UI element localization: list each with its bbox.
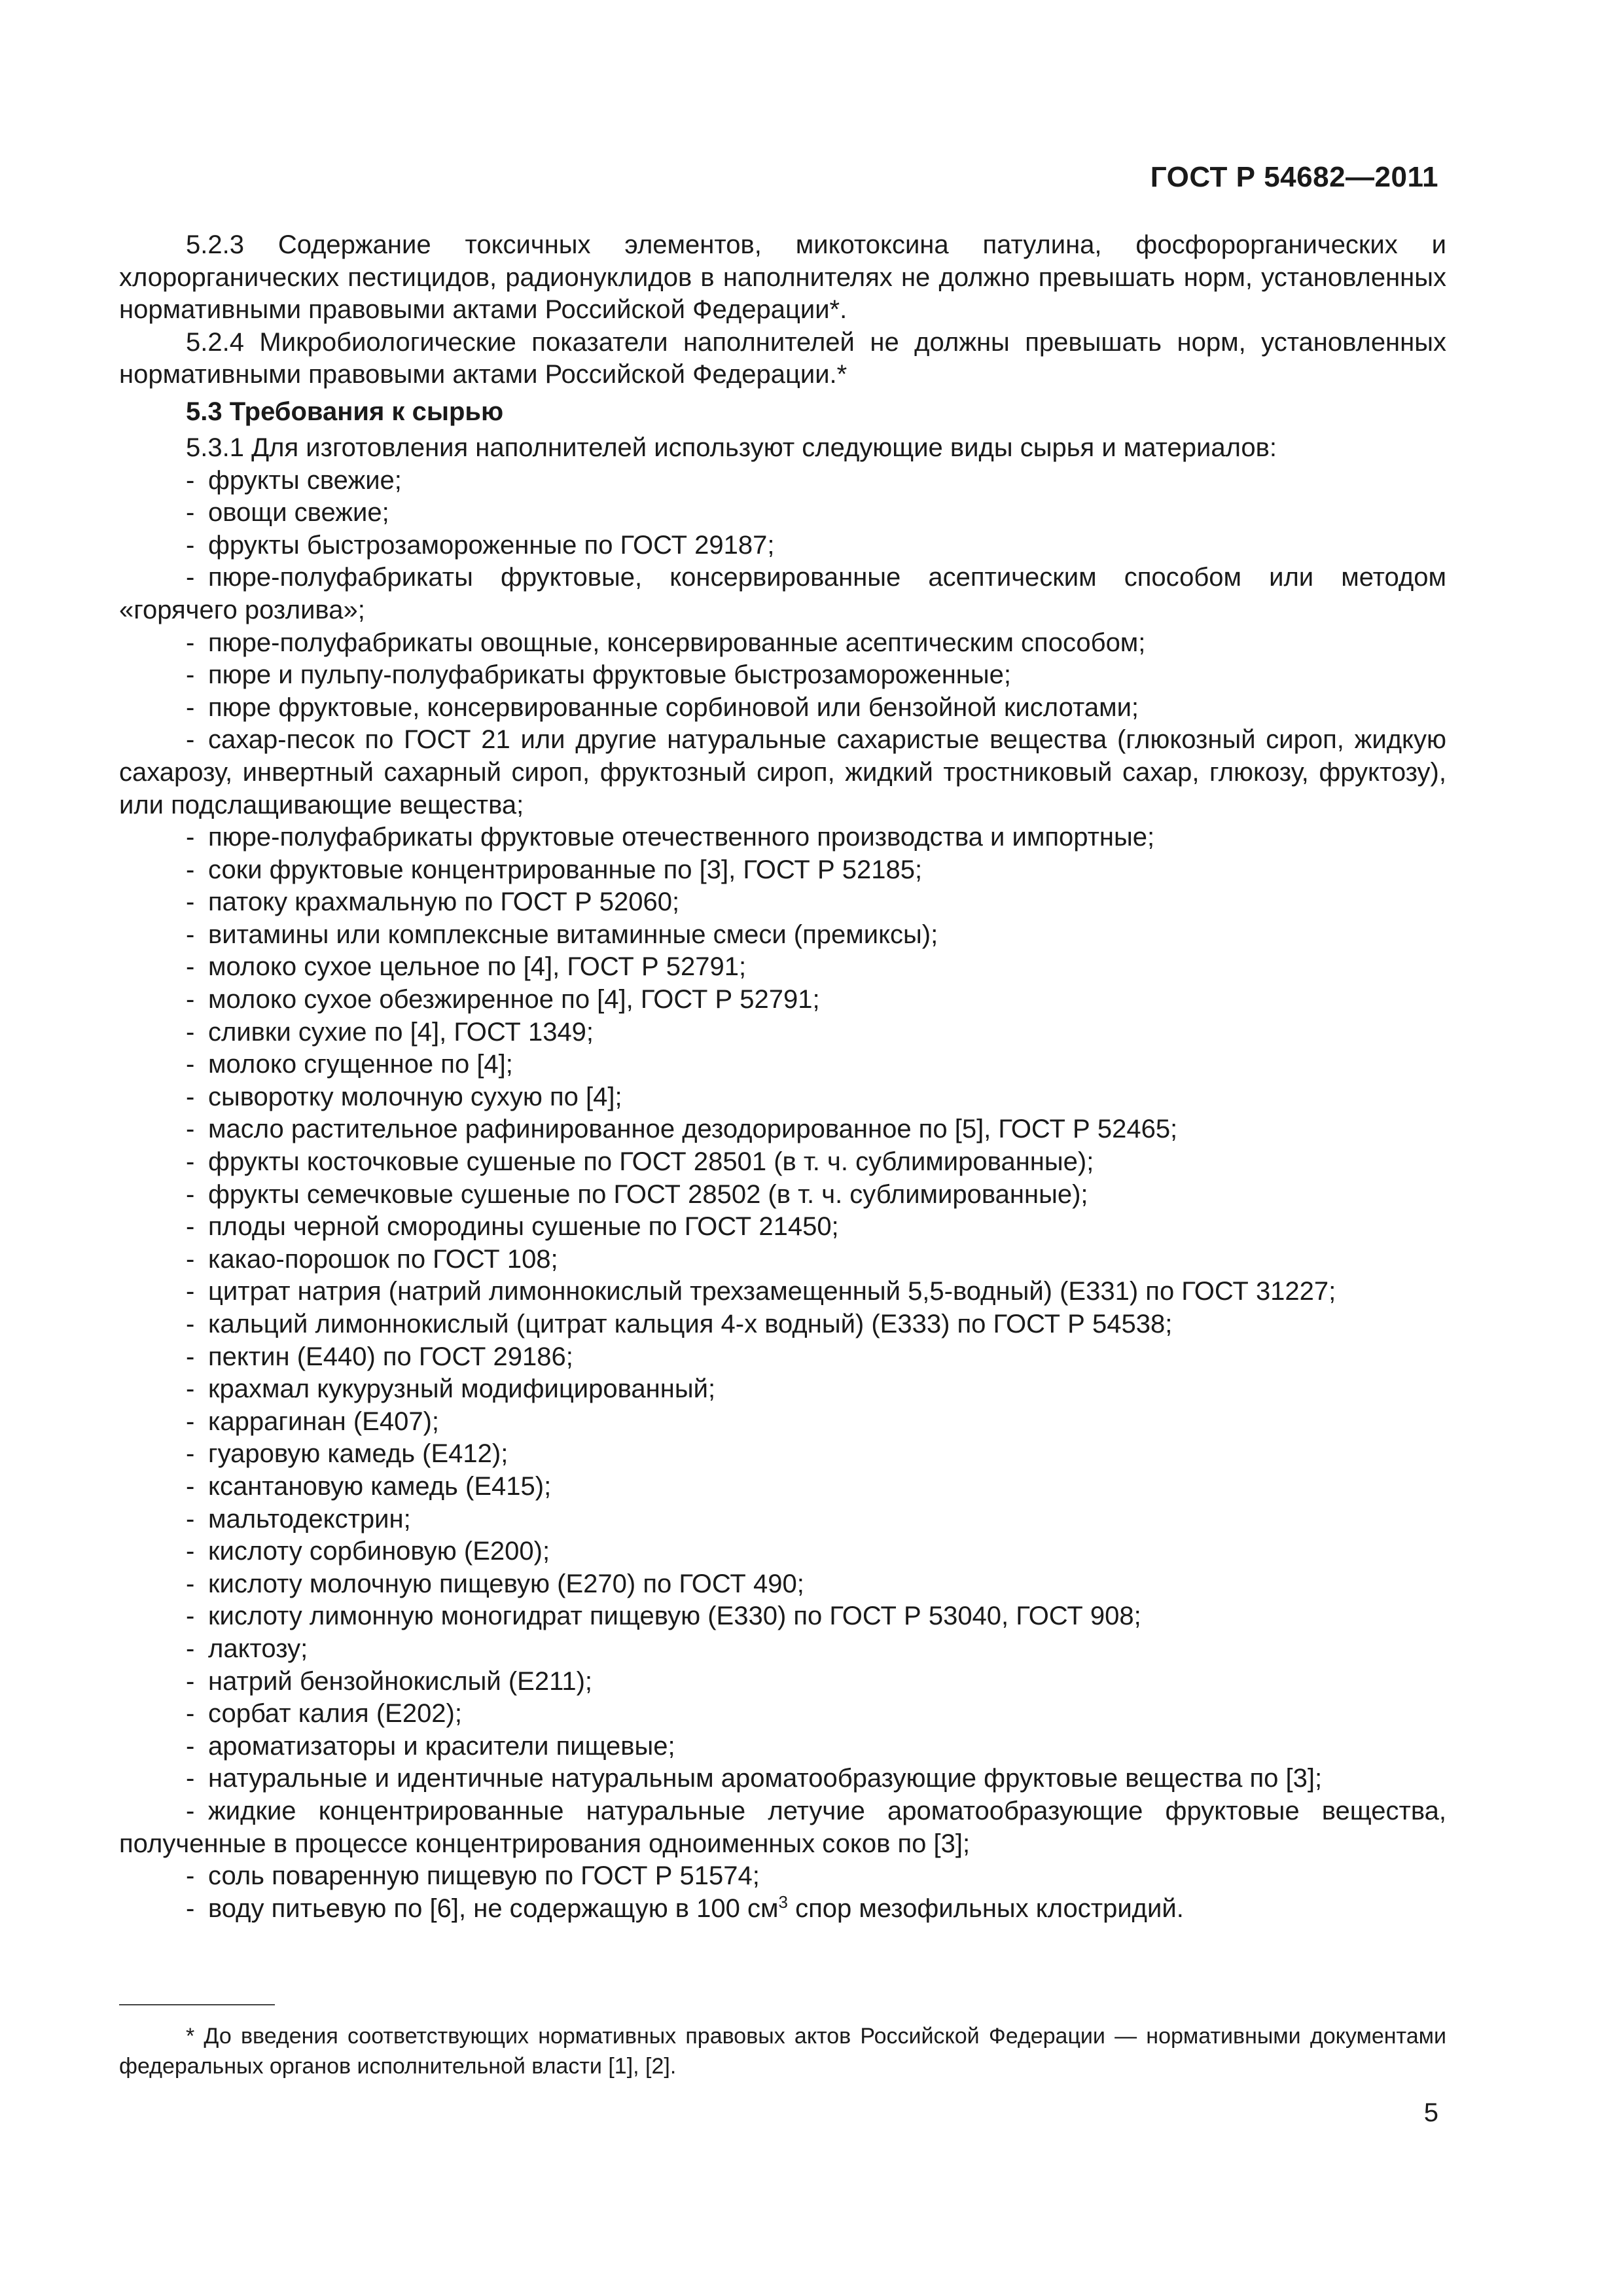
list-dash: -: [186, 1666, 195, 1696]
list-item: [119, 886, 1446, 919]
list-item-text: фрукты быстрозамороженные по ГОСТ 29187;: [208, 530, 775, 560]
list-item-text: пектин (Е440) по ГОСТ 29186;: [208, 1342, 573, 1371]
list-dash: -: [186, 1699, 195, 1729]
list-item-text: крахмал кукурузный модифицированный;: [208, 1374, 716, 1404]
list-item-text: молоко сухое обезжиренное по [4], ГОСТ Р 52791;: [208, 985, 820, 1014]
list-item: [119, 1666, 1446, 1698]
list-item: [119, 627, 1446, 660]
list-item-text: мальтодекстрин;: [208, 1504, 411, 1534]
list-dash: -: [186, 660, 195, 690]
list-dash: -: [186, 1602, 195, 1631]
list-item-text: натуральные и идентичные натуральным ароматообразующие фруктовые вещества по [3];: [208, 1764, 1323, 1793]
list-dash: -: [186, 1342, 195, 1371]
list-item-text: ксантановую камедь (Е415);: [208, 1471, 552, 1501]
list-item-text: лактозу;: [208, 1634, 308, 1663]
list-dash: -: [186, 530, 195, 560]
list-item-text: кислоту молочную пищевую (Е270) по ГОСТ 490;: [208, 1569, 804, 1598]
list-dash: -: [186, 1244, 195, 1274]
paragraph-5-2-3: 5.2.3 Содержание токсичных элементов, микотоксина патулина, фосфорорганических и хлорорганических пестицидов, радионуклидов в наполнителях не должно превышать норм, установленных нормативными правовыми актами Российской Федерации*.: [119, 230, 1446, 325]
list-item: [119, 1600, 1446, 1633]
list-item-text: ароматизаторы и красители пищевые;: [208, 1731, 675, 1761]
list-dash: -: [186, 855, 195, 884]
list-item-text-end: спор мезофильных клостридий.: [788, 1893, 1184, 1923]
list-dash: -: [186, 1179, 195, 1209]
list-dash: -: [186, 1796, 195, 1825]
list-item: [119, 1471, 1446, 1503]
list-dash: -: [186, 1764, 195, 1793]
list-item-text: фрукты свежие;: [208, 465, 402, 495]
list-dash: -: [186, 1731, 195, 1761]
list-item-text: патоку крахмальную по ГОСТ Р 52060;: [208, 888, 680, 917]
list-item: [119, 1049, 1446, 1081]
list-item-text: овощи свежие;: [208, 498, 389, 528]
list-item: [119, 1795, 1446, 1860]
list-item: [119, 1731, 1446, 1763]
list-dash: -: [186, 1471, 195, 1501]
list-item: [119, 1373, 1446, 1406]
list-item-text: сахар-песок по ГОСТ 21 или другие натуральные сахаристые вещества (глюкозный сироп, жидкую сахарозу, инвертный сахарный сироп, фруктозный сироп, жидкий тростниковый сахар, глюкозу, фруктозу), или подслащивающие вещества;: [119, 725, 1446, 819]
list-dash: -: [186, 1537, 195, 1566]
list-dash: -: [186, 1082, 195, 1111]
list-dash: -: [186, 1115, 195, 1144]
list-dash: -: [186, 498, 195, 528]
list-item-text: соль поваренную пищевую по ГОСТ Р 51574;: [208, 1861, 760, 1891]
list-dash: -: [186, 952, 195, 982]
list-item-text: сливки сухие по [4], ГОСТ 1349;: [208, 1017, 594, 1047]
list-item: [119, 1633, 1446, 1666]
page-number: 5: [1423, 2098, 1438, 2127]
list-dash: -: [186, 563, 195, 592]
list-item-text: цитрат натрия (натрий лимоннокислый трехзамещенный 5,5-водный) (Е331) по ГОСТ 31227;: [208, 1277, 1336, 1306]
list-item-text: каррагинан (Е407);: [208, 1407, 440, 1436]
list-item-text: фрукты косточковые сушеные по ГОСТ 28501 (в т. ч. сублимированные);: [208, 1147, 1094, 1177]
list-dash: -: [186, 1050, 195, 1079]
list-item: [119, 951, 1446, 984]
list-item-text: натрий бензойнокислый (Е211);: [208, 1666, 593, 1696]
list-item: [119, 1081, 1446, 1114]
list-item-text: фрукты семечковые сушеные по ГОСТ 28502 (в т. ч. сублимированные);: [208, 1179, 1088, 1209]
list-dash: -: [186, 1407, 195, 1436]
list-item: [119, 1244, 1446, 1276]
list-dash: -: [186, 1569, 195, 1598]
list-item-text: сыворотку молочную сухую по [4];: [208, 1082, 622, 1111]
section-heading-5-3: 5.3 Требования к сырью: [186, 397, 504, 426]
list-item: [119, 1146, 1446, 1179]
list-item: [119, 1698, 1446, 1731]
list-item: [119, 1308, 1446, 1341]
list-item-text: жидкие концентрированные натуральные летучие ароматообразующие фруктовые вещества, полученные в процессе концентрирования одноименных соков по [3];: [119, 1796, 1446, 1858]
list-item: [119, 1276, 1446, 1308]
list-dash: -: [186, 1861, 195, 1891]
list-item: [119, 1341, 1446, 1374]
list-item: [119, 1179, 1446, 1211]
list-item: [119, 1113, 1446, 1146]
list-item: [119, 821, 1446, 854]
list-item-text: молоко сухое цельное по [4], ГОСТ Р 52791;: [208, 952, 747, 982]
list-dash: -: [186, 1310, 195, 1338]
materials-list: [119, 465, 1446, 1893]
paragraph-5-3-1: 5.3.1 Для изготовления наполнителей используют следующие виды сырья и материалов:: [186, 433, 1277, 462]
list-item: [119, 529, 1446, 562]
list-dash: -: [186, 725, 195, 755]
list-item: [119, 1568, 1446, 1601]
list-item: [119, 692, 1446, 725]
list-item-text: соки фруктовые концентрированные по [3], ГОСТ Р 52185;: [208, 855, 923, 884]
document-header: ГОСТ Р 54682—2011: [1150, 161, 1438, 193]
footnote-divider: [119, 2004, 275, 2005]
list-item: [119, 919, 1446, 952]
list-dash: -: [186, 1212, 195, 1242]
paragraph-5-2-4: 5.2.4 Микробиологические показатели наполнителей не должны превышать норм, установленных нормативными правовыми актами Российской Федерации.*: [119, 327, 1446, 389]
list-item-text: сорбат калия (Е202);: [208, 1699, 462, 1729]
list-item-text: пюре фруктовые, консервированные сорбиновой или бензойной кислотами;: [208, 692, 1139, 722]
list-item-text: кислоту сорбиновую (Е200);: [208, 1537, 550, 1566]
list-item: [119, 1503, 1446, 1536]
list-item: [119, 984, 1446, 1016]
list-item: [119, 659, 1446, 692]
list-dash: -: [186, 920, 195, 949]
list-item: [119, 465, 1446, 497]
list-item-text: пюре-полуфабрикаты фруктовые отечественного производства и импортные;: [208, 823, 1155, 852]
list-dash: -: [186, 1277, 195, 1306]
list-item-text: какао-порошок по ГОСТ 108;: [208, 1244, 558, 1274]
list-item: [119, 1438, 1446, 1471]
list-item-text: кальций лимоннокислый (цитрат кальция 4-х водный) (Е333) по ГОСТ Р 54538;: [208, 1310, 1173, 1338]
list-dash: -: [186, 692, 195, 722]
list-item-last: [119, 1893, 1446, 1926]
list-dash: -: [186, 888, 195, 917]
footnote: * До введения соответствующих нормативных правовых актов Российской Федерации — нормативными документами федеральных органов исполнительной власти [1], [2].: [119, 2024, 1446, 2079]
list-item: [119, 1211, 1446, 1244]
list-dash: -: [186, 823, 195, 852]
list-item: [119, 1763, 1446, 1795]
list-item-text: масло растительное рафинированное дезодорированное по [5], ГОСТ Р 52465;: [208, 1115, 1178, 1144]
list-item-text: воду питьевую по [6], не содержащую в 100 см: [208, 1893, 779, 1923]
list-dash: -: [186, 985, 195, 1014]
list-dash: -: [186, 1893, 195, 1923]
list-item: [119, 497, 1446, 529]
list-dash: -: [186, 1017, 195, 1047]
list-item-text: плоды черной смородины сушеные по ГОСТ 21450;: [208, 1212, 839, 1242]
list-item: [119, 1406, 1446, 1439]
list-dash: -: [186, 1147, 195, 1177]
superscript-3: 3: [778, 1892, 788, 1912]
list-dash: -: [186, 1374, 195, 1404]
list-dash: -: [186, 1504, 195, 1534]
list-item: [119, 562, 1446, 626]
list-item: [119, 1535, 1446, 1568]
list-item-text: пюре-полуфабрикаты фруктовые, консервированные асептическим способом или методом «горячего розлива»;: [119, 563, 1446, 624]
list-dash: -: [186, 628, 195, 657]
list-item-text: пюре и пульпу-полуфабрикаты фруктовые быстрозамороженные;: [208, 660, 1011, 690]
page-body: [119, 229, 1446, 1925]
list-item-text: кислоту лимонную моногидрат пищевую (Е330) по ГОСТ Р 53040, ГОСТ 908;: [208, 1602, 1141, 1631]
list-dash: -: [186, 1634, 195, 1663]
list-item-text: молоко сгущенное по [4];: [208, 1050, 513, 1079]
list-item: [119, 724, 1446, 821]
list-item: [119, 1860, 1446, 1893]
list-item: [119, 1016, 1446, 1049]
list-dash: -: [186, 1439, 195, 1469]
list-item-text: гуаровую камедь (Е412);: [208, 1439, 508, 1469]
list-item: [119, 854, 1446, 887]
list-dash: -: [186, 465, 195, 495]
list-item-text: пюре-полуфабрикаты овощные, консервированные асептическим способом;: [208, 628, 1146, 657]
list-item-text: витамины или комплексные витаминные смеси (премиксы);: [208, 920, 938, 949]
